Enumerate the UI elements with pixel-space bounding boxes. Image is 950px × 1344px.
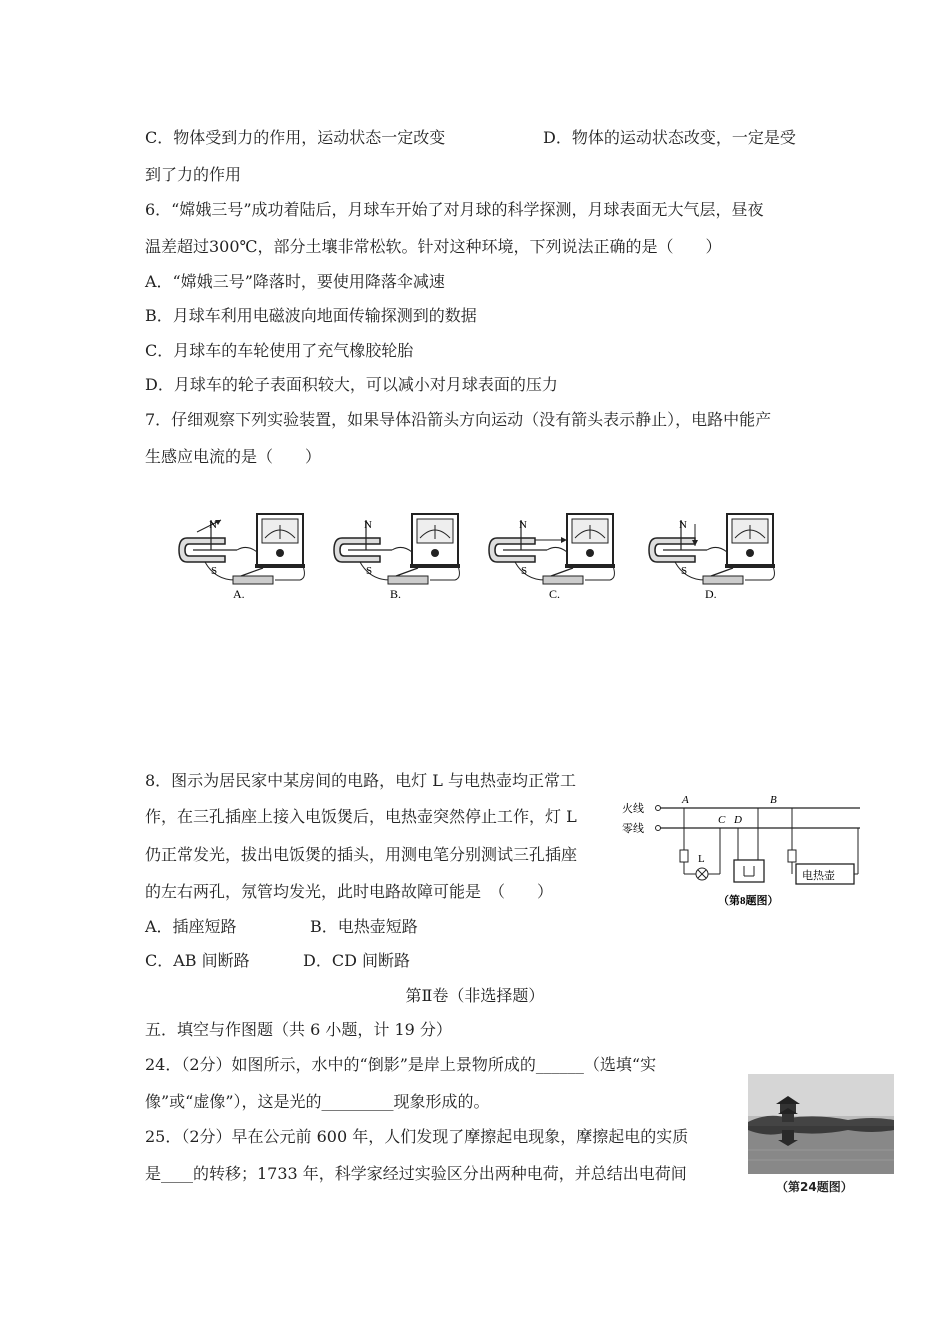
q7-label-a: A. [233, 587, 245, 601]
q6-stem-line1: 6．“嫦娥三号”成功着陆后，月球车开始了对月球的科学探测，月球表面无大气层，昼夜 [145, 200, 764, 219]
q8-figure-caption: （第8题图） [718, 895, 779, 907]
q6-option-d: D．月球车的轮子表面积较大，可以减小对月球表面的压力 [145, 375, 558, 394]
q6-stem-line2: 温差超过300℃，部分土壤非常松软。针对这种环境，下列说法正确的是（ ） [145, 237, 722, 256]
q8-lamp-label: L [698, 853, 705, 865]
q24-figure-caption: （第24题图） [776, 1180, 853, 1194]
q8-option-a: A．插座短路 [145, 917, 237, 936]
q8-point-d: D [734, 814, 742, 826]
q8-circuit-figure [620, 788, 865, 918]
q8-live-wire-label: 火线 [622, 803, 644, 815]
q7-apparatus-figure [175, 500, 795, 610]
q7-pole-n-d: N [679, 519, 687, 531]
q8-point-a: A [682, 794, 689, 806]
q6-option-c: C．月球车的车轮使用了充气橡胶轮胎 [145, 341, 414, 360]
q8-kettle-label: 电热壶 [802, 870, 835, 882]
q6-option-b: B．月球车利用电磁波向地面传输探测到的数据 [145, 306, 477, 325]
q8-option-d: D．CD 间断路 [303, 951, 410, 970]
q25-line2: 是____的转移；1733 年，科学家经过实验区分出两种电荷，并总结出电荷间 [145, 1164, 687, 1183]
q5-option-d: D．物体的运动状态改变，一定是受 [543, 128, 796, 147]
q5-option-d-continued: 到了力的作用 [145, 165, 242, 184]
q24-line2: 像”或“虚像”），这是光的_________现象形成的。 [145, 1092, 490, 1111]
q24-reflection-photo [748, 1074, 894, 1174]
q8-option-c: C．AB 间断路 [145, 951, 250, 970]
q7-pole-s-b: S [366, 565, 373, 577]
q24-line1: 24．（2分）如图所示，水中的“倒影”是岸上景物所成的______（选填“实 [145, 1055, 657, 1074]
q8-option-b: B．电热壶短路 [310, 917, 418, 936]
section-five-heading: 五．填空与作图题（共 6 小题，计 19 分） [145, 1020, 452, 1039]
q7-pole-n-b: N [364, 519, 372, 531]
q8-stem-line3: 仍正常发光，拔出电饭煲的插头，用测电笔分别测试三孔插座 [145, 845, 578, 864]
q5-option-c: C．物体受到力的作用，运动状态一定改变 [145, 128, 446, 147]
q7-pole-n-a: N [209, 519, 217, 531]
q8-point-c: C [718, 814, 726, 826]
q7-label-b: B. [390, 587, 402, 601]
q7-stem-line2: 生感应电流的是（ ） [145, 447, 322, 466]
q8-neutral-wire-label: 零线 [622, 823, 644, 835]
q8-stem-line1: 8．图示为居民家中某房间的电路，电灯 L 与电热壶均正常工 [145, 771, 576, 790]
q8-stem-line2: 作，在三孔插座上接入电饭煲后，电热壶突然停止工作，灯 L [145, 807, 577, 826]
q25-line1: 25．（2分）早在公元前 600 年，人们发现了摩擦起电现象，摩擦起电的实质 [145, 1127, 689, 1146]
q8-point-b: B [770, 794, 777, 806]
part2-title: 第Ⅱ卷（非选择题） [405, 986, 545, 1005]
q7-pole-s-d: S [681, 565, 688, 577]
q7-stem-line1: 7．仔细观察下列实验装置，如果导体沿箭头方向运动（没有箭头表示静止），电路中能产 [145, 410, 772, 429]
q7-pole-s-c: S [521, 565, 528, 577]
q8-stem-line4: 的左右两孔，氖管均发光，此时电路故障可能是 （ ） [145, 882, 554, 901]
q7-label-c: C. [549, 587, 561, 601]
q6-option-a: A．“嫦娥三号”降落时，要使用降落伞减速 [145, 272, 445, 291]
q7-label-d: D. [705, 587, 717, 601]
q7-pole-s-a: S [211, 565, 218, 577]
q7-pole-n-c: N [519, 519, 527, 531]
